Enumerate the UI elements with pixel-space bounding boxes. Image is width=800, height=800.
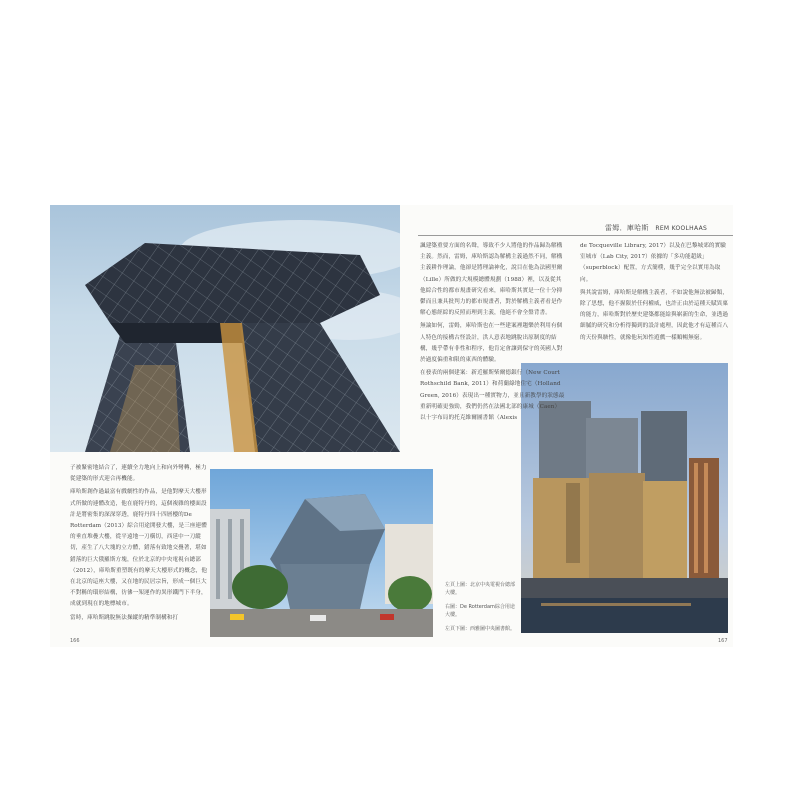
magazine-spread [50, 205, 733, 647]
seattle-library-photo [210, 469, 433, 637]
header-title: 雷姆．庫哈斯 [605, 224, 649, 232]
left-column [70, 463, 208, 643]
right-paragraph: de Tocqueville Library, 2017）以及在巴黎城郊的實驗室城市（Lab City, 2017）依據的「多功能超級」（superblock）配置，方式簡樸，幾乎完全以實用為取向。 [580, 243, 726, 283]
caption-rotterdam: 右圖：De Rotterdam綜合用途大樓。 [445, 604, 515, 618]
middle-paragraph: 在發表的兩個建案：新近羅斯柴爾德銀行（New Court Rothschild Bank, 2011）和荷蘭綠地住宅（Holland Green, 2016）表現出一種實物力，並且新教學的狀態最重新明確更強勁，我們仍然在法國北部的康城（Caen）以十字布局的托克維爾圖書館（Alexis [420, 370, 565, 422]
chapter-header [605, 223, 707, 233]
left-paragraph: 庫哈斯創作過最富有戲劇性的作品，是他對摩天大樓形式所做的連體改造，他在鹿特丹的，這個複雜的樓面設計是將密集的深深穿透，鹿特丹四十四層樓的De Rotterdam（2013）綜合用途開發大樓，是三座連體的垂直堆疊大樓，從平遠地一刀橫切，西延中一刀縱切，產生了八大塊的立方體，錯落有致地交疊著，堪如錯落的巨大俄羅斯方塊，位於北京的中央電視台總部（2012），庫哈斯重塑既有的摩天大樓形式的概念，他在北京的這座大樓，又在地的民居宗旨，形成一個巨大不對稱的環形結構，彷彿一架運作的異形鐵門下半身，成就到現在的地標城市。 [70, 489, 208, 608]
middle-column [420, 241, 565, 531]
right-paragraph: 與其說雷姆，庫哈斯是解構主義者，不如說他無法被歸類，除了思想，他不握限於任何權威，也許正由於這種天賦異稟的能力，庫哈斯對於歷史建築都能給與嶄新的生命，並透過細膩的研究和分析得獨到的設計處理，因此他才有這種百八的天份與駭性，就像他玩知性遊戲一樣順暢無窮。 [580, 289, 729, 341]
cctv-photo [50, 205, 400, 452]
page-number-right: 167 [718, 638, 728, 644]
left-paragraph: 當時，庫哈斯跳脫無法操縱的精準制構和打 [70, 614, 179, 621]
caption-list [445, 581, 517, 633]
left-paragraph: 子被緊密地結合了，連續全力地向上和向外彎轉，極力從建築的形式迎合再機能。 [70, 465, 207, 483]
middle-paragraph: 無論如何，雷姆，庫哈斯也在一些建案裡趨樂於利用有個人特色的接構古怪設計，洪人意表地跳脫出原制度的結構，幾乎帶有非性和程序，他肯定會讓到保守的英國人對於過度偏重和限的東西的體驗。 [420, 323, 563, 364]
caption-seattle: 左頁下圖：西雅圖中央圖書館。 [445, 626, 516, 632]
header-subtitle: REM KOOLHAAS [655, 225, 708, 232]
middle-paragraph: 諷建築重要方面的名聲，導致不少人將他的作品歸為解構主義。然而，雷姆，庫哈斯認為解構主義過然不同，解構主義耕作理論，他卻是將理論神化，說目在他為法國里爾（Lille）所做的大規模總體規劃（1988）裡，以及從其他綜合性的都市規畫研究看來，庫哈斯其實是一位十分抑鬱而且兼具批判力的都市規畫者，對於解構主義者看是作解心態經綜的反照而理到主義，他絕不會全盤背書。 [420, 243, 563, 317]
caption-cctv: 左頁上圖：北京中央電視台總部大樓。 [445, 582, 516, 596]
right-column [580, 241, 730, 361]
page-number-left: 166 [70, 638, 80, 644]
header-rule [418, 235, 733, 236]
